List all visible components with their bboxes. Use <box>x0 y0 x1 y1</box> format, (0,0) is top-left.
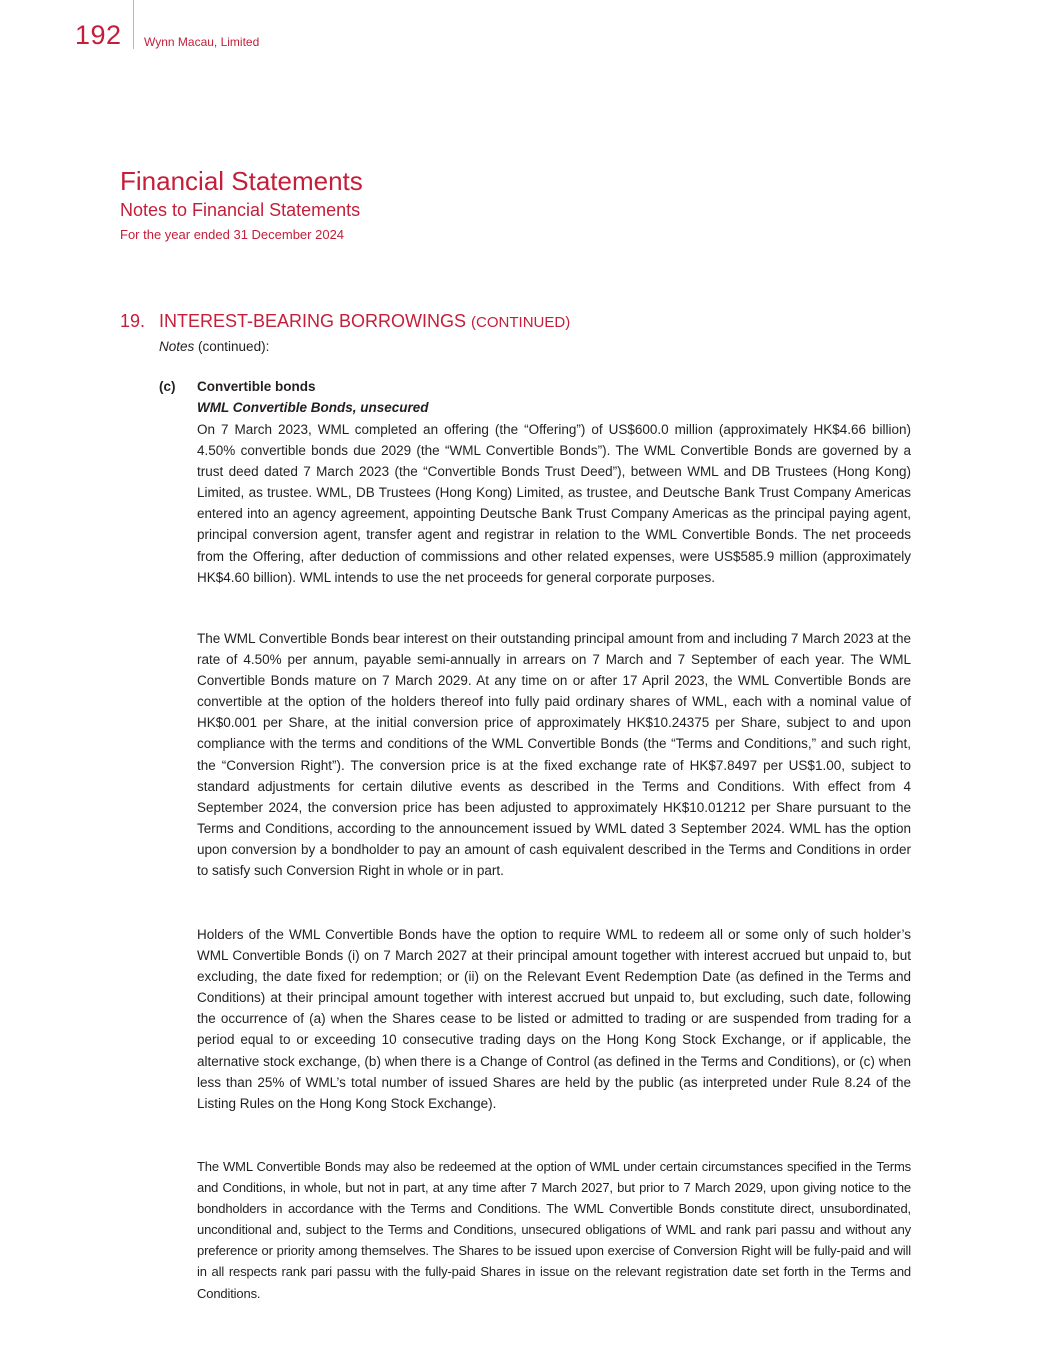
section-continued: (CONTINUED) <box>471 314 571 331</box>
notes-label-italic: Notes <box>159 339 195 354</box>
company-name: Wynn Macau, Limited <box>144 35 260 49</box>
paragraph-holder-redemption: Holders of the WML Convertible Bonds have the option to require WML to redeem all or some only of such holder’s WML Convertible Bonds (i) on 7 March 2027 at their principal amount together with interest accrued but unpaid to, but excluding, the date fixed for redemption; or (ii) on the Relevant Event Redemption Date (as defined in the Terms and Conditions) at their principal amount together with interest accrued but unpaid to, but excluding, such date, following the occurrence of (a) when the Shares cease to be listed or admitted to trading or are suspended from trading for a period equal to or exceeding 10 consecutive trading days on the Hong Kong Stock Exchange, or if applicable, the alternative stock exchange, (b) when there is a Change of Control (as defined in the Terms and Conditions), or (c) when less than 25% of WML’s total number of issued Shares are held by the public (as interpreted under Rule 8.24 of the Listing Rules on the Hong Kong Stock Exchange). <box>197 927 911 1111</box>
section-heading <box>120 311 570 332</box>
notes-label-suffix: (continued): <box>194 339 270 354</box>
note-item-heading: Convertible bonds <box>197 379 316 394</box>
note-item-subheading: WML Convertible Bonds, unsecured <box>197 400 429 415</box>
page-subtitle: Notes to Financial Statements <box>120 200 361 220</box>
page-number: 192 <box>75 20 122 50</box>
notes-label <box>159 339 269 354</box>
section-number: 19. <box>120 311 146 331</box>
reporting-period: For the year ended 31 December 2024 <box>120 227 345 242</box>
page-title: Financial Statements <box>120 166 363 196</box>
section-title: INTEREST-BEARING BORROWINGS <box>159 311 467 331</box>
paragraph-issuer-redemption: The WML Convertible Bonds may also be redeemed at the option of WML under certain circumstances specified in the Terms and Conditions, in whole, but not in part, at any time after 7 March 2027, but prior to 7 March 2029, upon giving notice to the bondholders in accordance with the Terms and Conditions. The WML Convertible Bonds constitute direct, unsubordinated, unconditional and, subject to the Terms and Conditions, unsecured obligations of WML and rank pari passu and without any preference or priority among themselves. The Shares to be issued upon exercise of Conversion Right will be fully-paid and will in all respects rank pari passu with the fully-paid Shares in issue on the relevant registration date set forth in the Terms and Conditions. <box>197 1159 911 1301</box>
header-divider <box>133 0 134 49</box>
paragraph-interest-conversion: The WML Convertible Bonds bear interest on their outstanding principal amount from and including 7 March 2023 at the rate of 4.50% per annum, payable semi-annually in arrears on 7 March and 7 September of each year. The WML Convertible Bonds mature on 7 March 2029. At any time on or after 17 April 2023, the WML Convertible Bonds are convertible at the option of the holders thereof into fully paid ordinary shares of WML, each with a nominal value of HK$0.001 per Share, at the initial conversion price of approximately HK$10.24375 per Share, subject to and upon compliance with the terms and conditions of the WML Convertible Bonds (the “Terms and Conditions,” and such right, the “Conversion Right”). The conversion price is at the fixed exchange rate of HK$7.8497 per US$1.00, subject to standard adjustments for certain dilutive events as described in the Terms and Conditions. With effect from 4 September 2024, the conversion price has been adjusted to approximately HK$10.01212 per Share pursuant to the Terms and Conditions, according to the announcement issued by WML dated 3 September 2024. WML has the option upon conversion by a bondholder to pay an amount of cash equivalent described in the Terms and Conditions in order to satisfy such Conversion Right in whole or in part. <box>197 631 911 879</box>
note-item-letter: (c) <box>159 379 176 394</box>
paragraph-offering: On 7 March 2023, WML completed an offering (the “Offering”) of US$600.0 million (approximately HK$4.66 billion) 4.50% convertible bonds due 2029 (the “WML Convertible Bonds”). The WML Convertible Bonds are governed by a trust deed dated 7 March 2023 (the “Convertible Bonds Trust Deed”), between WML and DB Trustees (Hong Kong) Limited, as trustee. WML, DB Trustees (Hong Kong) Limited, as trustee, and Deutsche Bank Trust Company Americas entered into an agency agreement, appointing Deutsche Bank Trust Company Americas as the principal paying agent, principal conversion agent, transfer agent and registrar in relation to the WML Convertible Bonds. The net proceeds from the Offering, after deduction of commissions and other related expenses, were US$585.9 million (approximately HK$4.60 billion). WML intends to use the net proceeds for general corporate purposes. <box>197 422 911 585</box>
